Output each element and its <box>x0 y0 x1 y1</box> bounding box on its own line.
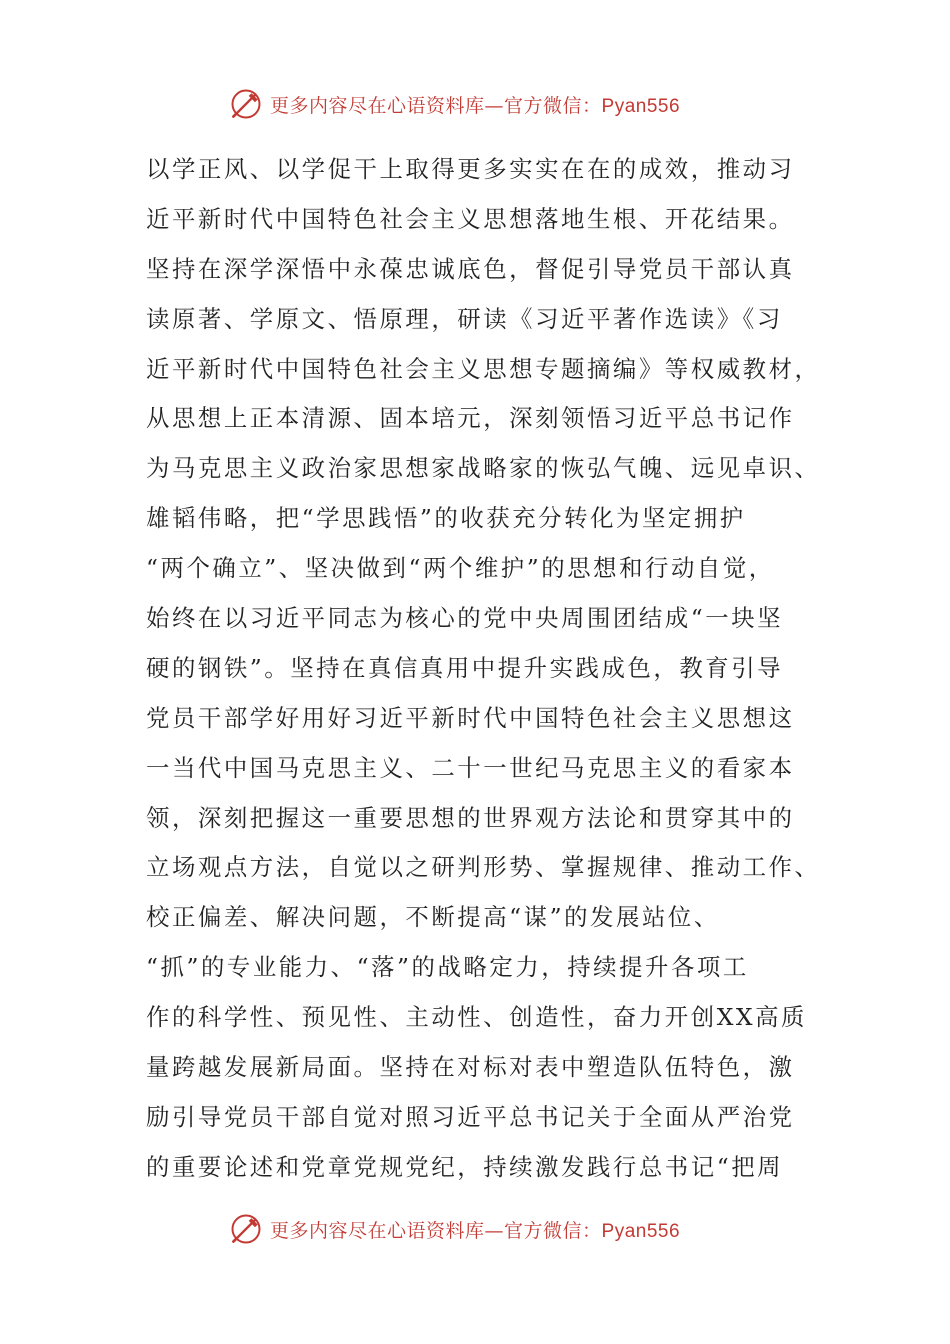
body-line: “两个确立”、坚决做到“两个维护”的思想和行动自觉， <box>146 554 775 583</box>
body-line: 量跨越发展新局面。坚持在对标对表中塑造队伍特色，激 <box>146 1053 795 1082</box>
body-line: 校正偏差、解决问题，不断提高“谋”的发展站位、 <box>146 903 720 932</box>
header-banner <box>228 84 680 124</box>
body-line: 坚持在深学深悟中永葆忠诚底色，督促引导党员干部认真 <box>146 254 795 283</box>
body-line: 雄韬伟略，把“学思践悟”的收获充分转化为坚定拥护 <box>146 504 746 533</box>
body-line: 近平新时代中国特色社会主义思想专题摘编》等权威教材， <box>146 354 821 383</box>
body-line: 领，深刻把握这一重要思想的世界观方法论和贯穿其中的 <box>146 803 795 832</box>
body-line: 作的科学性、预见性、主动性、创造性，奋力开创XX高质 <box>146 1003 807 1032</box>
body-line: 的重要论述和党章党规党纪，持续激发践行总书记“把周 <box>146 1152 784 1181</box>
header-banner-text: 更多内容尽在心语资料库—官方微信：Pyan556 <box>270 94 681 117</box>
body-line: 励引导党员干部自觉对照习近平总书记关于全面从严治党 <box>146 1102 795 1131</box>
body-line: 近平新时代中国特色社会主义思想落地生根、开花结果。 <box>146 204 795 233</box>
footer-banner <box>228 1209 680 1249</box>
body-line: “抓”的专业能力、“落”的战略定力，持续提升各项工 <box>146 953 749 982</box>
footer-banner-text: 更多内容尽在心语资料库—官方微信：Pyan556 <box>270 1219 681 1242</box>
pen-nib-logo-icon <box>228 1211 264 1247</box>
body-line: 读原著、学原文、悟原理，研读《习近平著作选读》《习 <box>146 304 783 333</box>
body-line: 从思想上正本清源、固本培元，深刻领悟习近平总书记作 <box>146 404 795 433</box>
body-line: 硬的钢铁”。坚持在真信真用中提升实践成色，教育引导 <box>146 653 784 682</box>
body-line: 党员干部学好用好习近平新时代中国特色社会主义思想这 <box>146 703 795 732</box>
body-line: 为马克思主义政治家思想家战略家的恢弘气魄、远见卓识、 <box>146 454 821 483</box>
body-line: 一当代中国马克思主义、二十一世纪马克思主义的看家本 <box>146 753 795 782</box>
header-wechat-id: Pyan556 <box>601 95 681 117</box>
footer-wechat-id: Pyan556 <box>601 1220 681 1242</box>
document-body <box>146 145 821 1193</box>
body-line: 始终在以习近平同志为核心的党中央周围团结成“一块坚 <box>146 604 784 633</box>
body-line: 立场观点方法，自觉以之研判形势、掌握规律、推动工作、 <box>146 853 821 882</box>
pen-nib-logo-icon <box>228 86 264 122</box>
body-line: 以学正风、以学促干上取得更多实实在在的成效，推动习 <box>146 155 795 183</box>
